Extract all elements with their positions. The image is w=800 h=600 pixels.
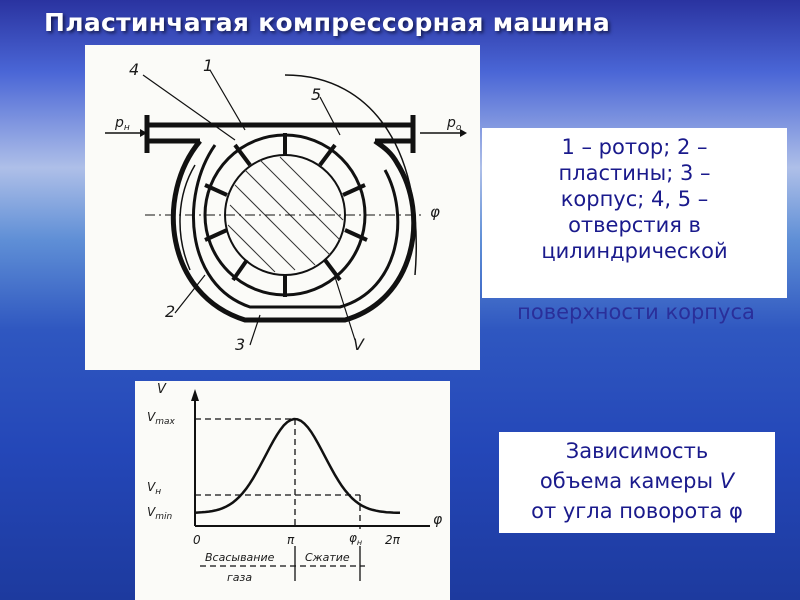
slide-title: Пластинчатая компрессорная машина — [44, 8, 611, 37]
compressor-schematic-drawing — [85, 45, 480, 370]
volume-graph-drawing — [135, 381, 450, 600]
label-4: 4 — [129, 60, 140, 79]
parts-legend-line-2: пластины; 3 – — [558, 161, 711, 185]
series-line-volume — [195, 419, 400, 513]
dependence-caption-line-3: от угла поворота φ — [531, 499, 743, 523]
label-v: V — [353, 335, 364, 354]
label-phi: φ — [430, 203, 440, 221]
compressor-schematic — [85, 45, 480, 370]
tick-label-vn: $V_н$ — [147, 480, 162, 497]
dependence-caption — [499, 432, 775, 533]
label-p-in: $p_н$ — [115, 115, 130, 133]
phase-gas-label: газа — [227, 571, 253, 584]
parts-legend — [482, 128, 787, 324]
tick-label-pi: π — [287, 533, 295, 547]
label-3: 3 — [235, 335, 246, 354]
casing-inner — [193, 145, 397, 307]
dependence-caption-line-1: Зависимость — [565, 439, 709, 463]
x-axis-label: φ — [433, 512, 443, 528]
tick-label-0: 0 — [193, 533, 201, 547]
dependence-caption-line-2: объема камеры V — [539, 469, 735, 493]
label-5: 5 — [311, 85, 322, 104]
parts-legend-line-5: цилиндрической — [541, 239, 728, 263]
label-2: 2 — [165, 302, 176, 321]
label-p-out: $p_о$ — [447, 115, 462, 133]
parts-legend-line-1: 1 – ротор; 2 – — [561, 135, 708, 159]
parts-legend-line-4: отверстия в — [568, 213, 701, 237]
y-axis-label: V — [157, 382, 166, 397]
tick-label-vmin: $V_{min}$ — [147, 505, 173, 522]
phase-compress-label: Сжатие — [305, 551, 350, 564]
tick-label-vmax: $V_{max}$ — [147, 410, 175, 427]
tick-label-2pi: 2π — [385, 533, 400, 547]
parts-legend-line-6: поверхности корпуса — [517, 300, 755, 324]
volume-graph — [135, 381, 450, 600]
label-1: 1 — [203, 56, 214, 75]
parts-legend-line-3: корпус; 4, 5 – — [560, 187, 709, 211]
tick-label-phi-n: $\varphi_н$ — [349, 531, 363, 547]
phase-suction-label: Всасывание — [205, 551, 275, 564]
